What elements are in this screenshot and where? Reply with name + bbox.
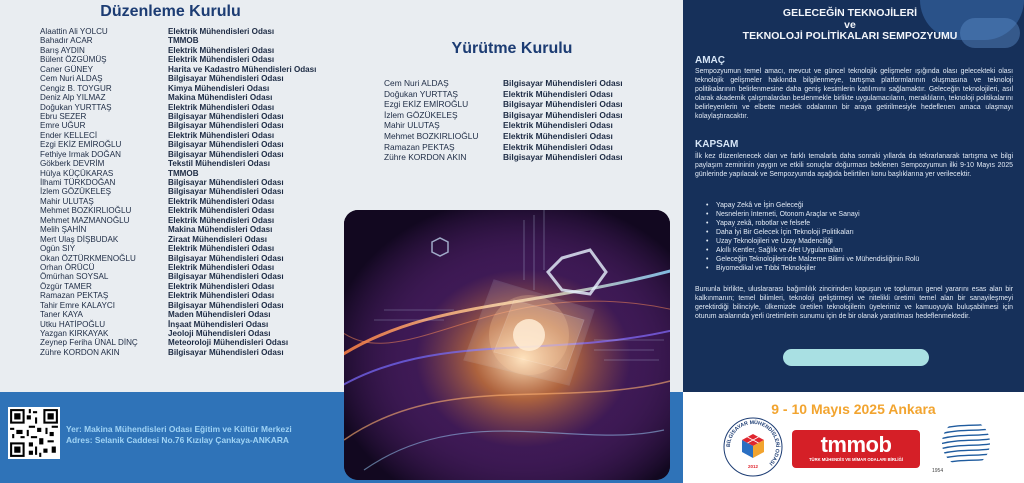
member-name: Taner KAYA [40,310,83,320]
executive-committee-list [384,78,674,163]
hero-technology-image [344,210,670,480]
member-organization: Bilgisayar Mühendisleri Odası [168,149,284,159]
member-organization: Bilgisayar Mühendisleri Odası [168,187,284,197]
member-organization: Bilgisayar Mühendisleri Odası [168,253,284,263]
member-organization: Bilgisayar Mühendisleri Odası [168,74,284,84]
member-name: Orhan ÖRÜCÜ [40,262,95,272]
member-name: Mahir ULUTAŞ [40,196,94,206]
tmmob-subtitle: TÜRK MÜHENDİS VE MİMAR ODALARI BİRLİĞİ [809,457,903,462]
purpose-heading: AMAÇ [695,55,725,66]
list-item [384,142,674,153]
member-organization: Elektrik Mühendisleri Odası [168,27,275,36]
member-organization: Elektrik Mühendisleri Odası [503,130,613,141]
member-organization: TMMOB [168,168,199,178]
member-name: Hülya KÜÇÜKARAS [40,168,114,178]
member-organization: Elektrik Mühendisleri Odası [168,281,275,291]
member-organization: Bilgisayar Mühendisleri Odası [503,78,623,88]
member-organization: Elektrik Mühendisleri Odası [168,55,275,65]
title-line: TEKNOLOJİ POLİTİKALARI SEMPOZYUMU [742,30,958,42]
list-item [40,159,340,168]
member-organization: Ziraat Mühendisleri Odası [168,234,267,244]
member-organization: Maden Mühendisleri Odası [168,310,271,320]
member-organization: Bilgisayar Mühendisleri Odası [503,109,623,120]
bullet-icon: • [706,211,709,219]
topic-label: Biyomedikal ve Tıbbi Teknolojiler [716,265,816,273]
list-item [40,187,340,196]
member-name: Caner GÜNEY [40,64,94,74]
list-item [40,178,340,187]
list-item [40,348,340,357]
list-item [40,244,340,253]
topic-list [706,201,1006,273]
topic-item [706,201,1006,210]
list-item [384,78,674,89]
member-name: Mehmet BOZKIRLIOĞLU [40,206,132,216]
list-item [384,110,674,121]
member-organization: TMMOB [168,36,199,46]
member-name: Fethiye Irmak DOĞAN [40,149,121,159]
topic-item [706,264,1006,273]
member-name: Ezgi EKİZ EMİROĞLU [40,140,122,150]
topic-item [706,246,1006,255]
member-name: Doğukan YURTTAŞ [384,88,459,99]
member-name: Bahadır ACAR [40,36,93,46]
member-name: Barış AYDIN [40,45,85,55]
member-organization: Elektrik Mühendisleri Odası [168,244,275,254]
member-organization: Bilgisayar Mühendisleri Odası [168,347,284,357]
member-name: Yazgan KIRKAYAK [40,329,109,338]
member-name: İzlem GÖZÜKELEŞ [40,187,112,197]
list-item [40,216,340,225]
member-organization: Elektrik Mühendisleri Odası [168,206,275,216]
list-item [40,65,340,74]
member-name: Emre UĞUR [40,121,86,131]
list-item [40,46,340,55]
organizing-committee-title: Düzenleme Kurulu [100,3,241,20]
topic-label: Nesnelerin İnterneti, Otonom Araçlar ve Sanayi [716,211,860,219]
list-item [40,329,340,338]
list-item [40,338,340,347]
list-item [40,27,340,36]
list-item [40,121,340,130]
member-organization: Elektrik Mühendisleri Odası [503,120,613,131]
list-item [40,36,340,45]
list-item [40,310,340,319]
topic-label: Akıllı Kentler, Sağlık ve Afet Uygulamaları [716,247,843,255]
list-item [40,282,340,291]
member-name: İzlem GÖZÜKELEŞ [384,109,458,120]
list-item [40,254,340,263]
member-organization: Bilgisayar Mühendisleri Odası [168,272,284,282]
list-item [40,55,340,64]
list-item [384,131,674,142]
topic-label: Daha İyi Bir Gelecek İçin Teknoloji Politikaları [716,229,854,237]
executive-committee-title: Yürütme Kurulu [451,40,573,57]
list-item [384,89,674,100]
member-organization: Elektrik Mühendisleri Odası [168,130,275,140]
list-item [40,301,340,310]
bmo-ring-text: BİLGİSAYAR MÜHENDİSLERİ ODASI [725,419,781,467]
list-item [40,74,340,83]
mmo-year: 1954 [932,468,944,474]
member-name: Zühre KORDON AKIN [40,347,120,357]
member-name: Ender KELLECİ [40,130,98,140]
address-line: Adres: Selanik Caddesi No.76 Kızılay Çankaya-ANKARA [66,434,289,445]
bullet-icon: • [706,220,709,228]
member-name: Ramazan PEKTAŞ [40,291,109,301]
member-organization: Elektrik Mühendisleri Odası [503,88,613,99]
member-name: Utku HATİPOĞLU [40,319,106,329]
member-name: Ogün SIY [40,244,76,254]
member-organization: Bilgisayar Mühendisleri Odası [503,152,623,163]
member-organization: Makina Mühendisleri Odası [168,93,273,103]
member-organization: Meteoroloji Mühendisleri Odası [168,338,289,348]
member-name: Cengiz B. TOYGUR [40,83,112,93]
member-organization: Elektrik Mühendisleri Odası [168,215,275,225]
member-organization: Bilgisayar Mühendisleri Odası [168,140,284,150]
member-name: Alaattin Ali YOLCU [40,27,108,36]
qr-code-icon[interactable] [8,407,60,459]
bullet-icon: • [706,247,709,255]
member-organization: Harita ve Kadastro Mühendisleri Odası [168,64,317,74]
venue-line: Yer: Makina Mühendisleri Odası Eğitim ve Kültür Merkezi [66,424,292,434]
member-name: Zühre KORDON AKIN [384,152,467,163]
member-name: Zeynep Feriha ÜNAL DİNÇ [40,338,138,348]
list-item [40,140,340,149]
member-organization: Bilgisayar Mühendisleri Odası [503,99,623,110]
member-organization: Makina Mühendisleri Odası [168,225,273,235]
member-name: Doğukan YURTTAŞ [40,102,112,112]
topic-item [706,237,1006,246]
organizing-committee-list [40,27,340,357]
venue-address [66,424,292,445]
member-organization: Kimya Mühendisleri Odası [168,83,270,93]
member-name: Ebru SEZER [40,111,87,121]
bullet-icon: • [706,202,709,209]
member-name: Deniz Alp YILMAZ [40,93,106,103]
closing-text: Bununla birlikte, uluslararası bağımlılık zincirinden kopuşun ve toplumun genel yararını esas alan bir kalkınmanın; temel bilimleri, teknoloji geliştirmeyi ve nitelikli üretimi temel alan bir sanayileşmeyi gerektirdiği bilinciyle, ülkemizde üretilen teknolojilerin üyelerimiz ve kamuoyuyla buluşabilmesi için oturum aralarında yerli üretimlerin sunumu için de bir olanak yaratılması hedeflenmektedir. [695,286,1013,321]
tmmob-logo [792,430,920,468]
member-name: Cem Nuri ALDAŞ [384,78,449,88]
list-item [40,225,340,234]
list-item [40,206,340,215]
topic-label: Geleceğin Teknolojilerinde Malzeme Bilimi ve Mühendisliğinin Rolü [716,256,920,264]
list-item [40,235,340,244]
member-name: Mert Ulaş DİŞBUDAK [40,234,119,244]
member-name: Ramazan PEKTAŞ [384,141,455,152]
member-organization: Tekstil Mühendisleri Odası [168,159,270,169]
topic-label: Yapay Zekâ ve İşin Geleceği [716,202,804,209]
bullet-icon: • [706,265,709,273]
topic-label: Yapay zekâ, robotlar ve felsefe [716,220,811,228]
member-name: Melih ŞAHİN [40,225,87,235]
list-item [40,131,340,140]
list-item [40,272,340,281]
member-organization: Jeoloji Mühendisleri Odası [168,329,271,338]
tmmob-wordmark: tmmob [820,432,892,457]
member-organization: Elektrik Mühendisleri Odası [168,262,275,272]
symposium-title [700,8,1000,43]
member-name: Okan ÖZTÜRKMENOĞLU [40,253,136,263]
member-name: Cem Nuri ALDAŞ [40,74,103,84]
bullet-icon: • [706,229,709,237]
topic-item [706,228,1006,237]
member-name: Mehmet MAZMANOĞLU [40,215,130,225]
topic-item [706,219,1006,228]
bmo-year: 2012 [747,464,759,469]
list-item [384,120,674,131]
member-name: Mahir ULUTAŞ [384,120,440,131]
member-organization: Bilgisayar Mühendisleri Odası [168,121,284,131]
title-line: ve [844,18,856,31]
member-organization: Elektrik Mühendisleri Odası [168,291,275,301]
member-name: Mehmet BOZKIRLIOĞLU [384,130,479,141]
member-name: Özgür TAMER [40,281,92,291]
purpose-text: Sempozyumun temel amacı, mevcut ve güncel teknolojik gelişmeler ışığında olası gelecekteki olası teknolojik gelişmeler hakkında bilgilenmeye, tartışma platformlarının oluşmasına ve teknoloji politikalarının belirlenmesine daha geniş kesimlerin katılımını sağlamaktır. Geleceğin teknolojileri, asıl olarak akademik çalışmalardan beslenmekle birlikte uygulamacıların, meraklıların, teknoloji politikalarını belirleyenlerin ve elbette meslek odalarının bir araya getirilmesiyle hedeflenen amaca ulaşmayı kolaylaştıracaktır. [695,68,1013,121]
bullet-icon: • [706,238,709,246]
list-item [40,150,340,159]
member-organization: Elektrik Mühendisleri Odası [503,141,613,152]
list-item [40,169,340,178]
topic-label: Uzay Teknolojileri ve Uzay Madenciliği [716,238,833,246]
member-name: Ömürhan SOYSAL [40,272,109,282]
list-item [40,197,340,206]
title-line: GELECEĞİN TEKNOJİLERİ [782,7,918,19]
member-organization: Elektrik Mühendisleri Odası [168,45,275,55]
list-item [384,152,674,163]
member-organization: Bilgisayar Mühendisleri Odası [168,111,284,121]
list-item [40,320,340,329]
list-item [40,112,340,121]
event-date: 9 - 10 Mayıs 2025 Ankara [771,401,936,417]
list-item [40,93,340,102]
scope-heading: KAPSAM [695,139,739,150]
member-name: Gökberk DEVRİM [40,159,105,169]
member-organization: Bilgisayar Mühendisleri Odası [168,178,284,187]
list-item [384,99,674,110]
member-name: Bülent ÖZGÜMÜŞ [40,55,107,65]
member-organization: Elektrik Mühendisleri Odası [168,102,275,112]
list-item [40,291,340,300]
bmo-logo [722,416,784,478]
bullet-icon: • [706,256,709,264]
list-item [40,263,340,272]
list-item [40,84,340,93]
topic-item [706,255,1006,264]
member-organization: Elektrik Mühendisleri Odası [168,196,275,206]
member-name: Ezgi EKİZ EMİROĞLU [384,99,469,110]
scope-text: İlk kez düzenlenecek olan ve farklı temalarla daha sonraki yıllarda da tekrarlanarak tartışma ve bilgi paylaşım zemininin yaygın ve etkili sonuçlar doğurması beklenen Sempozyumun ilki 9-10 Mayıs 2025 günlerinde yapılacak ve Sempozyumda aşağıda belirtilen konu başlıklarına yer verilecektir. [695,153,1013,179]
member-name: Tahir Emre KALAYCI [40,300,115,310]
topic-item [706,210,1006,219]
member-name: İlhami TÜRKDOĞAN [40,178,116,187]
member-organization: Bilgisayar Mühendisleri Odası [168,300,284,310]
decorative-pill [783,349,929,366]
list-item [40,103,340,112]
member-organization: İnşaat Mühendisleri Odası [168,319,269,329]
